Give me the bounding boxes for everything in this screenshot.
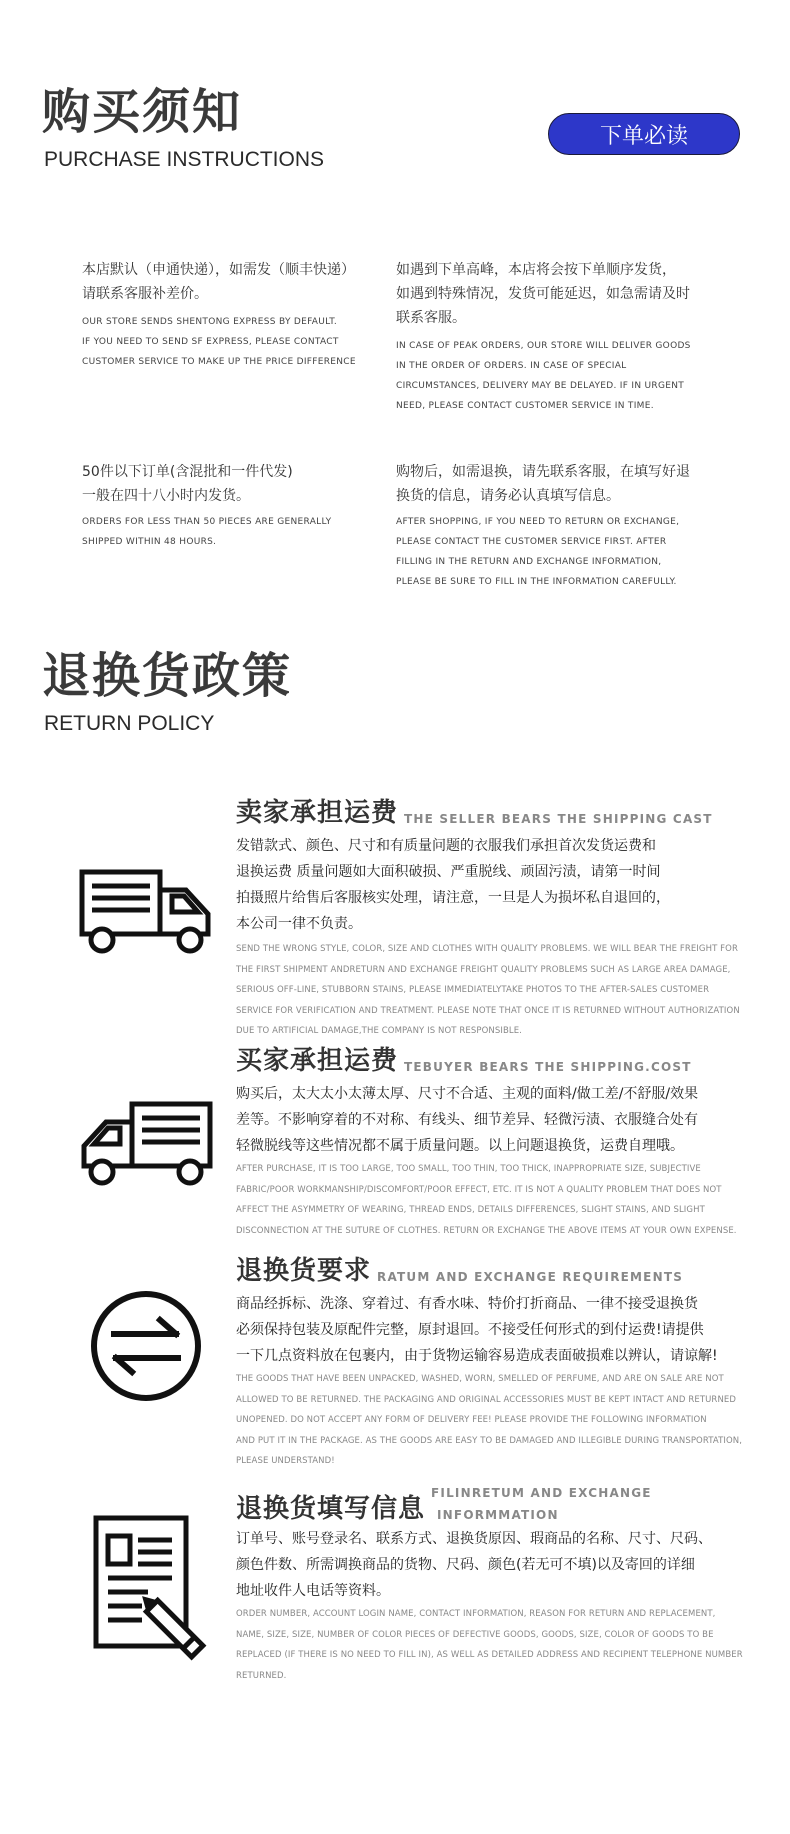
section-en-text: SEND THE WRONG STYLE, COLOR, SIZE AND CLOTHES WITH QUALITY PROBLEMS. WE WILL BEAR THE FREIGHT FOR THE FIRST SHIPMENT ANDRETURN AND EXCHANGE FREIGHT QUALITY PROBLEMS SUCH AS LARGE AREA DAMAGE, SERIOUS OFF-LINE, STUBBORN STAINS, PLEASE IMMEDIATELYTAKE PHOTOS TO THE AFTER-SALES CUSTOMER SERVICE FOR VERIFICATION AND TREATMENT. PLEASE NOTE THAT ONCE IT IS RETURNED WITHOUT AUTHORIZATION DUE TO ARTIFICIAL DAMAGE,THE COMPANY IS NOT RESPONSIBLE. [236,944,740,1036]
section-en-text: ORDER NUMBER, ACCOUNT LOGIN NAME, CONTACT INFORMATION, REASON FOR RETURN AND REPLACEMENT, NAME, SIZE, SIZE, NUMBER OF COLOR PIECES OF DEFECTIVE GOODS, GOODS, SIZE, COLOR OF GOODS TO BE REPLACED (IF THERE IS NO NEED TO FILL IN), AS WELL AS DETAILED ADDRESS AND RECIPIENT TELEPHONE NUMBER RETURNED. [236,1609,743,1681]
section-title-cn: 退换货要求 [236,1256,372,1286]
section-title-en: THE SELLER BEARS THE SHIPPING CAST [404,812,713,826]
section-cn-text: 商品经拆标、洗涤、穿着过、有香水味、特价打折商品、一律不接受退换货 必须保持包装及原配件完整，原封退回。不接受任何形式的到付运费!请提供 一下几点资料放在包裹内，由于货物运输容易造成表面破损难以辨认，请谅解! [236,1296,718,1364]
form-pencil-icon [92,1514,212,1668]
purchase-block-3 [82,460,331,552]
section-title-en: RATUM AND EXCHANGE REQUIREMENTS [377,1270,684,1284]
return-title-en: RETURN POLICY [44,712,215,735]
purchase-title-cn: 购买须知 [42,84,243,140]
purchase-title-en: PURCHASE INSTRUCTIONS [44,148,325,171]
section-title-cn: 退换货填写信息 [236,1494,426,1524]
return-requirements-section [236,1250,781,1472]
section-cn-text: 订单号、账号登录名、联系方式、退换货原因、瑕商品的名称、尺寸、尺码、 颜色件数、所需调换商品的货物、尺码、颜色(若无可不填)以及寄回的详细 地址收件人电话等资料。 [236,1531,712,1599]
truck-reverse-icon [78,1100,214,1190]
section-title-cn: 买家承担运费 [236,1046,399,1076]
return-title-cn: 退换货政策 [42,648,293,704]
block-en-text: OUR STORE SENDS SHENTONG EXPRESS BY DEFAULT. IF YOU NEED TO SEND SF EXPRESS, PLEASE CONTACT CUSTOMER SERVICE TO MAKE UP THE PRICE DIFFERENCE [82,317,356,367]
purchase-block-4 [396,460,690,592]
block-en-text: IN CASE OF PEAK ORDERS, OUR STORE WILL DELIVER GOODS IN THE ORDER OF ORDERS. IN CASE OF SPECIAL CIRCUMSTANCES, DELIVERY MAY BE DELAYED. IF IN URGENT NEED, PLEASE CONTACT CUSTOMER SERVICE IN TIME. [396,341,691,411]
buyer-pays-section [236,1040,776,1241]
block-cn-text: 购物后，如需退换，请先联系客服，在填写好退 换货的信息，请务必认真填写信息。 [396,464,690,504]
section-title-cn: 卖家承担运费 [236,798,399,828]
return-info-section [236,1482,781,1686]
section-en-text: AFTER PURCHASE, IT IS TOO LARGE, TOO SMALL, TOO THIN, TOO THICK, INAPPROPRIATE SIZE, SUBJECTIVE FABRIC/POOR WORKMANSHIP/DISCOMFORT/POOR EFFECT, ETC. IT IS NOT A QUALITY PROBLEM THAT DOES NOT AFFECT THE ASYMMETRY OF WEARING, THREAD ENDS, DETAILS DIFFERENCES, SLIGHT STAINS, AND SLIGHT DISCONNECTION AT THE SUTURE OF CLOTHES. RETURN OR EXCHANGE THE ABOVE ITEMS AT YOUR OWN EXPENSE. [236,1164,737,1236]
section-cn-text: 购买后，太大太小太薄太厚、尺寸不合适、主观的面料/做工差/不舒服/效果 差等。不影响穿着的不对称、有线头、细节差异、轻微污渍、衣服缝合处有 轻微脱线等这些情况都不属于质量问题。以上问题退换货，运费自理哦。 [236,1086,699,1154]
truck-icon [78,868,214,958]
must-read-button[interactable]: 下单必读 [548,113,740,155]
purchase-block-1 [82,258,356,372]
seller-pays-section [236,792,776,1042]
exchange-arrows-icon [90,1290,202,1406]
section-en-text: THE GOODS THAT HAVE BEEN UNPACKED, WASHED, WORN, SMELLED OF PERFUME, AND ARE ON SALE ARE NOT ALLOWED TO BE RETURNED. THE PACKAGING AND ORIGINAL ACCESSORIES MUST BE KEPT INTACT AND RETURNED UNOPENED. DO NOT ACCEPT ANY FORM OF DELIVERY FEE! PLEASE PROVIDE THE FOLLOWING INFORMATION AND PUT IT IN THE PACKAGE. AS THE GOODS ARE EASY TO BE DAMAGED AND ILLEGIBLE DURING TRANSPORTATION, PLEASE UNDERSTAND! [236,1374,743,1466]
block-en-text: AFTER SHOPPING, IF YOU NEED TO RETURN OR EXCHANGE, PLEASE CONTACT THE CUSTOMER SERVICE FIRST. AFTER FILLING IN THE RETURN AND EXCHANGE INFORMATION, PLEASE BE SURE TO FILL IN THE INFORMATION CAREFULLY. [396,517,680,587]
block-cn-text: 50件以下订单(含混批和一件代发) 一般在四十八小时内发货。 [82,464,293,504]
purchase-block-2 [396,258,691,416]
section-cn-text: 发错款式、颜色、尺寸和有质量问题的衣服我们承担首次发货运费和 退换运费 质量问题如大面积破损、严重脱线、顽固污渍，请第一时间 拍摄照片给售后客服核实处理，请注意，一旦是人为损坏私自退回的， 本公司一律不负责。 [236,838,670,932]
section-title-en: FILINRETUM AND EXCHANGE INFORMMATION [431,1486,652,1522]
block-en-text: ORDERS FOR LESS THAN 50 PIECES ARE GENERALLY SHIPPED WITHIN 48 HOURS. [82,517,332,547]
block-cn-text: 本店默认（申通快递），如需发（顺丰快递） 请联系客服补差价。 [82,262,355,302]
section-title-en: TEBUYER BEARS THE SHIPPING.COST [404,1060,692,1074]
block-cn-text: 如遇到下单高峰，本店将会按下单顺序发货， 如遇到特殊情况，发货可能延迟，如急需请及时 联系客服。 [396,262,690,326]
